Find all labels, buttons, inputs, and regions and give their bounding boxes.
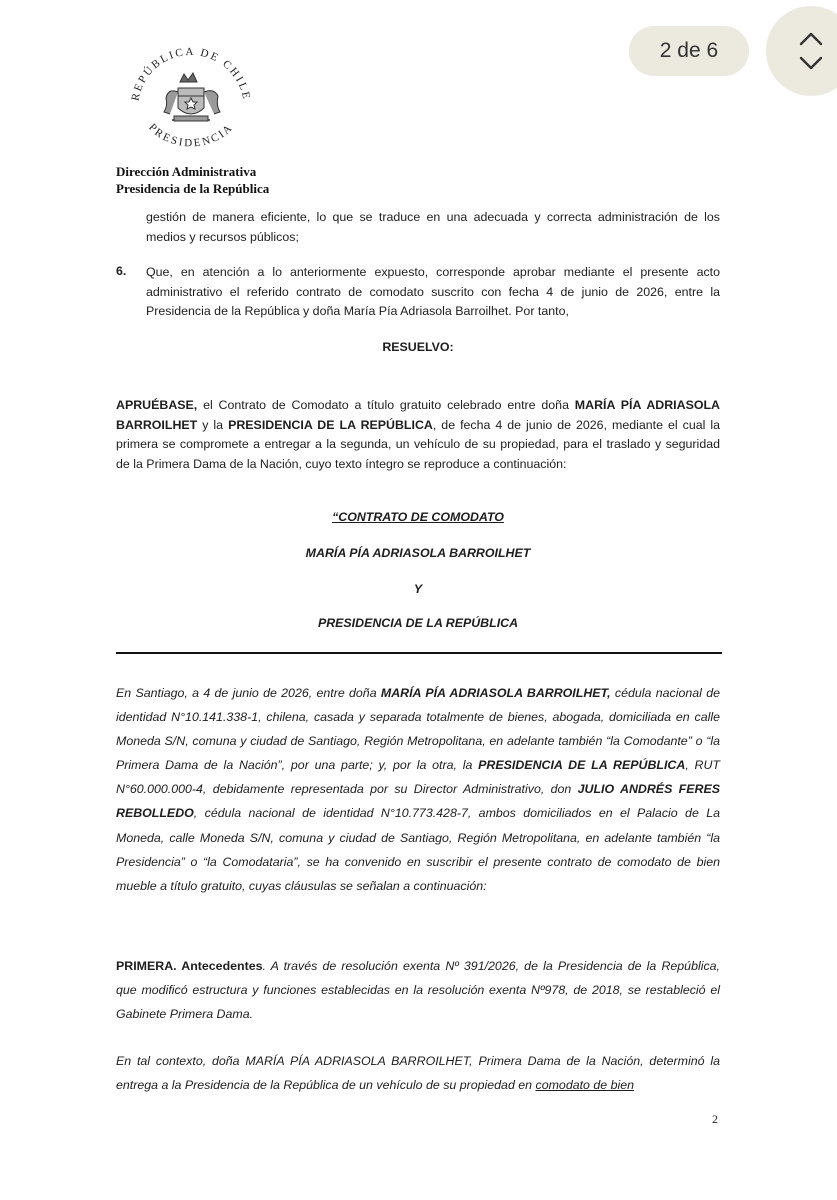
- contract-party-2: PRESIDENCIA DE LA REPÚBLICA: [317, 616, 519, 630]
- clause-primera: [116, 954, 720, 1026]
- context-text: En tal contexto, doña MARÍA PÍA ADRIASOLA BARROILHET, Primera Dama de la Nación, determinó la entrega a la Presidencia de la República de un vehículo de su propiedad en: [116, 1054, 720, 1092]
- svg-text:PRESIDENCIA: [146, 121, 236, 149]
- coat-of-arms-icon: [164, 73, 220, 121]
- seal-top-text: REPÚBLICA DE CHILE: [129, 45, 253, 102]
- intro-comodante-name: MARÍA PÍA ADRIASOLA BARROILHET,: [380, 686, 611, 700]
- section-divider: [116, 652, 722, 654]
- page-indicator: [629, 26, 749, 76]
- contract-and: Y: [413, 582, 423, 596]
- chevron-up-icon[interactable]: [797, 30, 825, 48]
- resuelvo-heading: RESUELVO:: [382, 340, 454, 354]
- apruebase-party-2: PRESIDENCIA DE LA REPÚBLICA: [228, 417, 433, 432]
- contract-party-1: MARÍA PÍA ADRIASOLA BARROILHET: [305, 546, 531, 560]
- contract-intro-paragraph: [116, 681, 720, 898]
- page-number: 2: [712, 1112, 718, 1126]
- intro-text-4: , cédula nacional de identidad N°10.773.428-7, ambos domiciliados en el Palacio de La Moneda, calle Moneda S/N, comuna y ciudad de Santiago, Región Metropolitana, en adelante también “la Presidencia” o “la Comodataria”, se ha convenido en suscribir el presente contrato de comodato de bien mueble a título gratuito, cuyas cláusulas se señalan a continuación:: [116, 806, 720, 893]
- issuing-office: [116, 163, 269, 197]
- item-number: 6.: [116, 264, 127, 278]
- intro-text-3: , RUT N°60.000.000-4, debidamente representada por su Director Administrativo, don: [116, 758, 721, 797]
- apruebase-text-2: y la: [197, 417, 229, 432]
- apruebase-text-3: , de fecha 4 de junio de 2026, mediante el cual la primera se compromete a entregar a la segunda, un vehículo de su propiedad, para el traslado y seguridad de la Primera Dama de la Nación, cuyo texto íntegro se reproduce a continuación:: [116, 417, 721, 471]
- seal-bottom-text: PRESIDENCIA: [146, 121, 236, 150]
- chevron-down-icon[interactable]: [797, 54, 825, 72]
- office-name: Dirección Administrativa: [116, 164, 257, 179]
- apruebase-text-1: el Contrato de Comodato a título gratuito celebrado entre doña: [197, 398, 575, 412]
- apruebase-paragraph: [116, 396, 720, 474]
- contract-title-text: “CONTRATO DE COMODATO: [332, 510, 504, 524]
- paragraph-continued: gestión de manera eficiente, lo que se traduce en una adecuada y correcta administración de los medios y recursos públicos;: [146, 210, 720, 244]
- intro-text-1: En Santiago, a 4 de junio de 2026, entre doña: [116, 686, 381, 700]
- intro-text-2: cédula nacional de identidad N°10.141.338-1, chilena, casada y separada totalmente de bienes, abogada, domiciliada en calle Moneda S/N, comuna y ciudad de Santiago, Región Metropolitana, en adelante también “la Comodante” o “la Primera Dama de la Nación”, por una parte; y, por la otra, la: [116, 686, 720, 773]
- context-paragraph: [116, 1049, 720, 1097]
- presidency-seal: [120, 36, 262, 160]
- apruebase-keyword: APRUÉBASE,: [116, 398, 198, 412]
- intro-director-name: JULIO ANDRÉS FERES REBOLLEDO: [116, 782, 720, 821]
- apruebase-party-1: MARÍA PÍA ADRIASOLA BARROILHET: [116, 398, 720, 432]
- clause-primera-heading: PRIMERA. Antecedentes: [116, 959, 263, 973]
- clause-primera-text: . A través de resolución exenta Nº 391/2026, de la Presidencia de la República, que modificó estructura y funciones establecidas en la resolución exenta Nº978, de 2018, se restableció el Gabinete Primera Dama.: [116, 959, 720, 1021]
- office-institution: Presidencia de la República: [116, 181, 270, 196]
- intro-presidencia: PRESIDENCIA DE LA REPÚBLICA: [478, 758, 686, 773]
- contract-title: [116, 510, 720, 524]
- item-6-text: Que, en atención a lo anteriormente expuesto, corresponde aprobar mediante el presente acto administrativo el referido contrato de comodato suscrito con fecha 4 de junio de 2026, entre la Presidencia de la República y doña María Pía Adriasola Barroilhet. Por tanto,: [146, 265, 720, 318]
- context-underlined: comodato de bien: [535, 1078, 635, 1092]
- page-indicator-label: 2 de 6: [659, 39, 719, 62]
